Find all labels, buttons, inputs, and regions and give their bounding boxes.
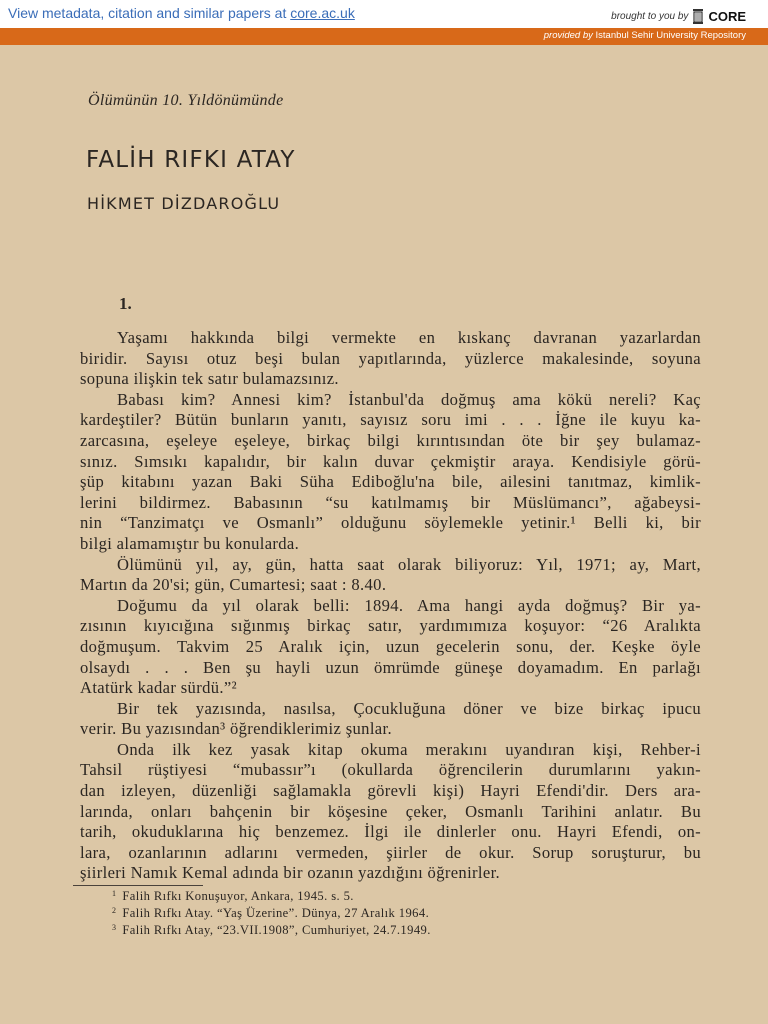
body-line: olsaydı . . . Ben şu hayli uzun ömrümde güneşe doyamadım. En parlağı [80, 657, 701, 677]
body-line: Tahsil rüştiyesi “mubassır”ı (okullarda öğrencilerin durumlarını yakın- [80, 760, 701, 780]
metadata-notice [8, 5, 355, 21]
article-subtitle: Ölümünün 10. Yıldönümünde [88, 92, 284, 109]
body-line: zısının kıyıcığına sığınmış birkaç satır, yardımımıza koşuyor: “26 Aralıkta [80, 616, 701, 636]
body-line: dan izleyen, düzenliği sağlamakla görevli kişi) Hayri Efendi'dir. Ders ara- [80, 781, 701, 801]
body-line: lara, ozanlarının adlarını vermeden, şiirler de okur. Sorup soruşturur, bu [80, 842, 701, 862]
body-line: sopuna ilişkin tek satır bulamazsınız. [80, 369, 339, 389]
body-line: Onda ilk kez yasak kitap okuma merakını uyandıran kişi, Rehber-i [117, 739, 701, 759]
footnote [112, 922, 431, 939]
body-line: Atatürk kadar sürdü.”² [80, 678, 237, 698]
body-line: doğmuşum. Takvim 25 Aralık için, uzun gecelerin sonu, der. Keşke öyle [80, 636, 701, 656]
body-line: bilgi alamamıştır bu konularda. [80, 533, 300, 553]
body-line: lerini bildirmez. Babasının “su katılmamış bir Müslümancı”, ağabeysi- [80, 492, 701, 512]
body-line: kardeştiler? Bütün bunların yanıtı, sayısız soru imi . . . İğne ile kuyu ka- [80, 410, 701, 430]
provided-by-prefix: provided by [543, 30, 593, 41]
core-logo-icon [691, 7, 705, 25]
core-banner [0, 0, 768, 29]
footnote [112, 905, 431, 922]
section-number: 1. [119, 294, 132, 313]
core-label: CORE [708, 8, 746, 24]
body-line: Babası kim? Annesi kim? İstanbul'da doğmuş ama kökü nereli? Kaç [117, 389, 701, 409]
footnote-divider [73, 885, 203, 886]
footnote-text: Falih Rıfkı Konuşuyor, Ankara, 1945. s. 5. [122, 889, 354, 903]
body-line: şiirleri Namık Kemal adında bir ozanın yazdığını öğrenirler. [80, 863, 501, 883]
body-line: Bir tek yazısında, nasılsa, Çocukluğuna döner ve bize birkaç ipucu [117, 698, 701, 718]
article-title: FALİH RIFKI ATAY [86, 147, 296, 173]
body-line: nin “Tanzimatçı ve Osmanlı” olduğunu söylemekle yetinir.¹ Belli ki, bir [80, 513, 701, 533]
footnote-mark: 2 [112, 906, 117, 916]
article-body [80, 328, 701, 884]
footnote-mark: 3 [112, 923, 117, 933]
body-line: şüp kitabını yazan Baki Süha Ediboğlu'na bile, ailesini tanıtmaz, kimlik- [80, 472, 701, 492]
brought-by-text: brought to you by [611, 10, 689, 22]
brought-by[interactable] [611, 7, 746, 25]
body-line: zarcasına, eşeleye eşeleye, birkaç bilgi kırıntısından öte bir şey bulamaz- [80, 430, 701, 450]
body-line: Martın da 20'si; gün, Cumartesi; saat : 8.40. [80, 575, 387, 595]
footnote [112, 888, 431, 905]
footnotes [112, 888, 431, 940]
body-line: Ölümünü yıl, ay, gün, hatta saat olarak biliyoruz: Yıl, 1971; ay, Mart, [117, 554, 701, 574]
body-line: verir. Bu yazısından³ öğrendiklerimiz şunlar. [80, 719, 392, 739]
body-line: tarih, okuduklarına hiç benzemez. İlgi ile dinlerler onu. Hayri Efendi, on- [80, 822, 701, 842]
footnote-text: Falih Rıfkı Atay. “Yaş Üzerine”. Dünya, 27 Aralık 1964. [122, 906, 430, 921]
body-line: Yaşamı hakkında bilgi vermekte en kıskanç davranan yazarlardan [117, 328, 701, 347]
body-line: sınız. Sımsıkı kapalıdır, bir kalın duvar çekmiştir araya. Kendisiyle görü- [80, 451, 701, 471]
body-line: biridir. Sayısı otuz beşi bulan yapıtlarında, yüzlerce makalesinde, soyuna [80, 348, 701, 368]
footnote-text: Falih Rıfkı Atay, “23.VII.1908”, Cumhuriyet, 24.7.1949. [122, 923, 431, 938]
provider-bar [0, 28, 768, 45]
metadata-text: View metadata, citation and similar papers at [8, 5, 287, 21]
core-link[interactable]: core.ac.uk [290, 5, 355, 21]
provided-by[interactable] [544, 30, 746, 41]
body-line: larında, onları bahçenin bir köşesine çeker, Osmanlı Tarihini anlatır. Bu [80, 801, 701, 821]
article-author: HİKMET DİZDAROĞLU [87, 194, 281, 213]
footnote-mark: 1 [112, 889, 117, 898]
body-line: Doğumu da yıl olarak belli: 1894. Ama hangi ayda doğmuş? Bir ya- [117, 595, 701, 615]
repository-name: Istanbul Sehir University Repository [595, 30, 746, 41]
